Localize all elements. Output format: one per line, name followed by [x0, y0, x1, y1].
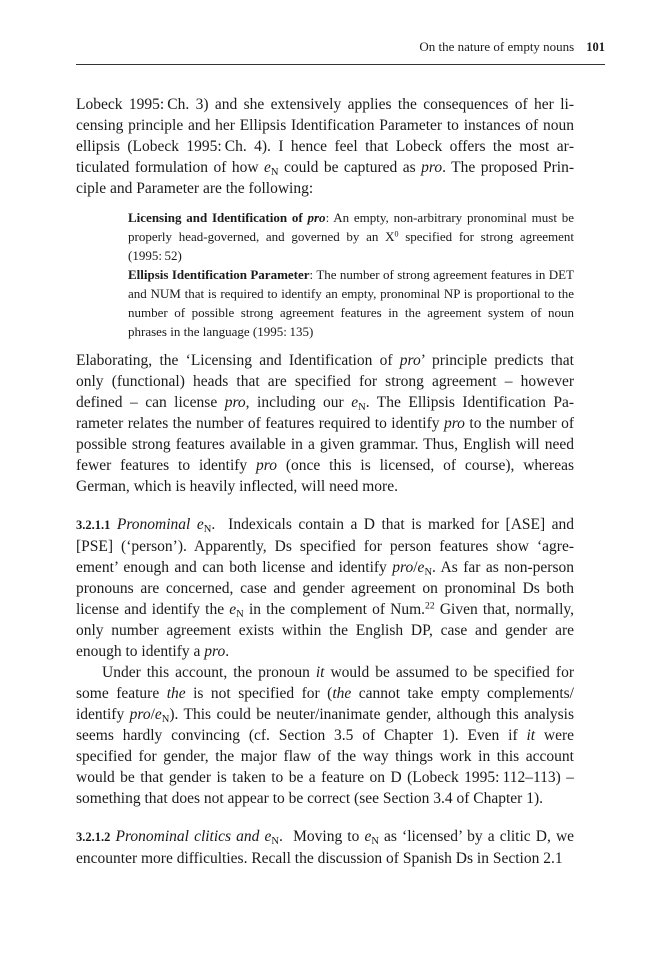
running-title: On the nature of empty nouns	[419, 39, 575, 54]
italic-term: it	[526, 727, 536, 744]
text-run: ). This could be neuter/inanimate gender, although this analysis seems hardly convincing (cf. Section 3.5 of Chapter 1). Even if	[76, 706, 574, 744]
n-subscript: N	[358, 401, 366, 413]
quote-ellipsis-parameter	[128, 265, 574, 341]
text-run: cannot take empty complements/ identify	[76, 685, 574, 723]
pro-term: pro	[129, 706, 151, 723]
header-rule	[76, 64, 605, 65]
running-header	[76, 38, 605, 56]
section-3-2-1-1	[76, 514, 574, 662]
text-run: .	[279, 828, 283, 845]
paragraph-under-this-account	[76, 662, 574, 809]
section-3-2-1-2	[76, 826, 574, 869]
section-spacer	[76, 809, 574, 826]
text-run: (once this is licensed, of course), whereas German, which is heavily inflected, will need more.	[76, 457, 574, 495]
footnote-marker[interactable]: 22	[425, 600, 435, 612]
text-run: as ‘licensed’ by a clitic D, we encounter more difficulties. Recall the discussion of Spanish Ds in Section 2.1	[76, 828, 575, 867]
n-subscript: N	[161, 713, 170, 725]
section-number: 3.2.1.1	[76, 518, 111, 532]
text-run: specified for strong agreement (1995: 52)	[128, 229, 574, 263]
n-subscript: N	[270, 166, 279, 178]
text-run: .	[211, 516, 216, 533]
page-body	[76, 94, 574, 869]
pro-term: pro	[307, 210, 326, 225]
block-quote	[128, 208, 574, 341]
pro-term: pro	[256, 457, 277, 474]
text-run: were specified for gender, the major flaw of the way things work in this account would be that gender is taken to be a feature on D (Lobeck 1995: 112–113) – something that does not appear to be correct (see Section 3.4 of Chapter 1).	[76, 727, 575, 807]
text-run: Under this account, the pronoun	[102, 664, 316, 681]
text-run: could be captured as	[278, 159, 422, 176]
text-run: . The Ellipsis Identification Parameter relates the number of features required to identify	[76, 394, 574, 432]
text-run: . As far as non-person pronouns are concerned, case and gender agreement on pronominal Ds both license and identify the	[76, 559, 574, 618]
x-superscript: 0	[394, 229, 399, 239]
e-symbol: e	[263, 159, 271, 176]
e-symbol: e	[196, 516, 204, 533]
text-run: , including our	[245, 394, 352, 411]
text-run: /	[150, 706, 155, 723]
section-title: Pronominal clitics and	[115, 828, 265, 845]
section-number: 3.2.1.2	[76, 830, 111, 844]
text-run: ’ principle predicts that only (functional) heads that are specified for strong agreement – however defined – can license	[76, 352, 574, 411]
quote-licensing	[128, 208, 574, 265]
section-title: Pronominal	[116, 516, 197, 533]
e-symbol: e	[417, 559, 425, 576]
pro-term: pro	[421, 159, 443, 176]
paragraph-elaborating	[76, 350, 574, 497]
text-run: in the complement of Num.	[243, 601, 426, 618]
e-symbol: e	[264, 828, 272, 845]
italic-term: the	[166, 685, 186, 702]
n-subscript: N	[371, 835, 379, 847]
n-subscript: N	[424, 566, 433, 578]
pro-term: pro	[224, 394, 246, 411]
e-symbol: e	[229, 601, 237, 618]
italic-term: it	[315, 664, 325, 681]
e-symbol: e	[364, 828, 372, 845]
text-run: .	[225, 643, 230, 660]
page-number: 101	[586, 40, 605, 54]
text-run: /	[413, 559, 418, 576]
text-run: Moving to	[293, 828, 365, 845]
italic-term: the	[332, 685, 352, 702]
pro-term: pro	[399, 352, 421, 369]
text-run: Elaborating, the ‘Licensing and Identification of	[76, 352, 400, 369]
text-run: : An empty, non-arbitrary pronominal must be properly head-governed, and governed by an X	[128, 210, 575, 244]
quote-term: Ellipsis Identification Parameter	[128, 267, 310, 282]
section-spacer	[76, 497, 574, 514]
text-run: would be assumed to be specified for some feature	[76, 664, 574, 702]
text-run: is not specified for (	[185, 685, 333, 702]
n-subscript: N	[236, 608, 244, 620]
text-run: : The number of strong agreement features in DET and NUM that is required to identify an empty, pronominal NP is proportional to the number of possible strong agreement features in the agreement system of noun phrases in the language (1995: 135)	[128, 267, 574, 339]
text-run: Given that, normally, only number agreement exists within the English DP, case and gender are enough to identify a	[76, 601, 574, 660]
pro-term: pro	[443, 415, 465, 432]
n-subscript: N	[203, 523, 212, 535]
e-symbol: e	[351, 394, 359, 411]
n-subscript: N	[271, 835, 280, 847]
pro-term: pro	[392, 559, 414, 576]
text-run: to the number of possible strong features available in a given grammar. Thus, English will need fewer features to identify	[76, 415, 574, 474]
pro-term: pro	[204, 643, 226, 660]
text-run: Indexicals contain a D that is marked for [ASE] and [PSE] (‘person’). Apparently, Ds specified for person features show ‘agreement’ enough and can both license and identify	[76, 516, 575, 576]
e-symbol: e	[154, 706, 162, 723]
paragraph-lobeck	[76, 94, 574, 199]
quote-term: Licensing and Identification of	[128, 210, 308, 225]
text-run: . The proposed Principle and Parameter are the following:	[76, 159, 574, 197]
text-run: Lobeck 1995: Ch. 3) and she extensively applies the consequences of her licensing principle and her Ellipsis Identification Parameter to instances of noun ellipsis (Lobeck 1995: Ch. 4). I hence feel that Lobeck offers the most articulated formulation of how	[76, 96, 574, 176]
